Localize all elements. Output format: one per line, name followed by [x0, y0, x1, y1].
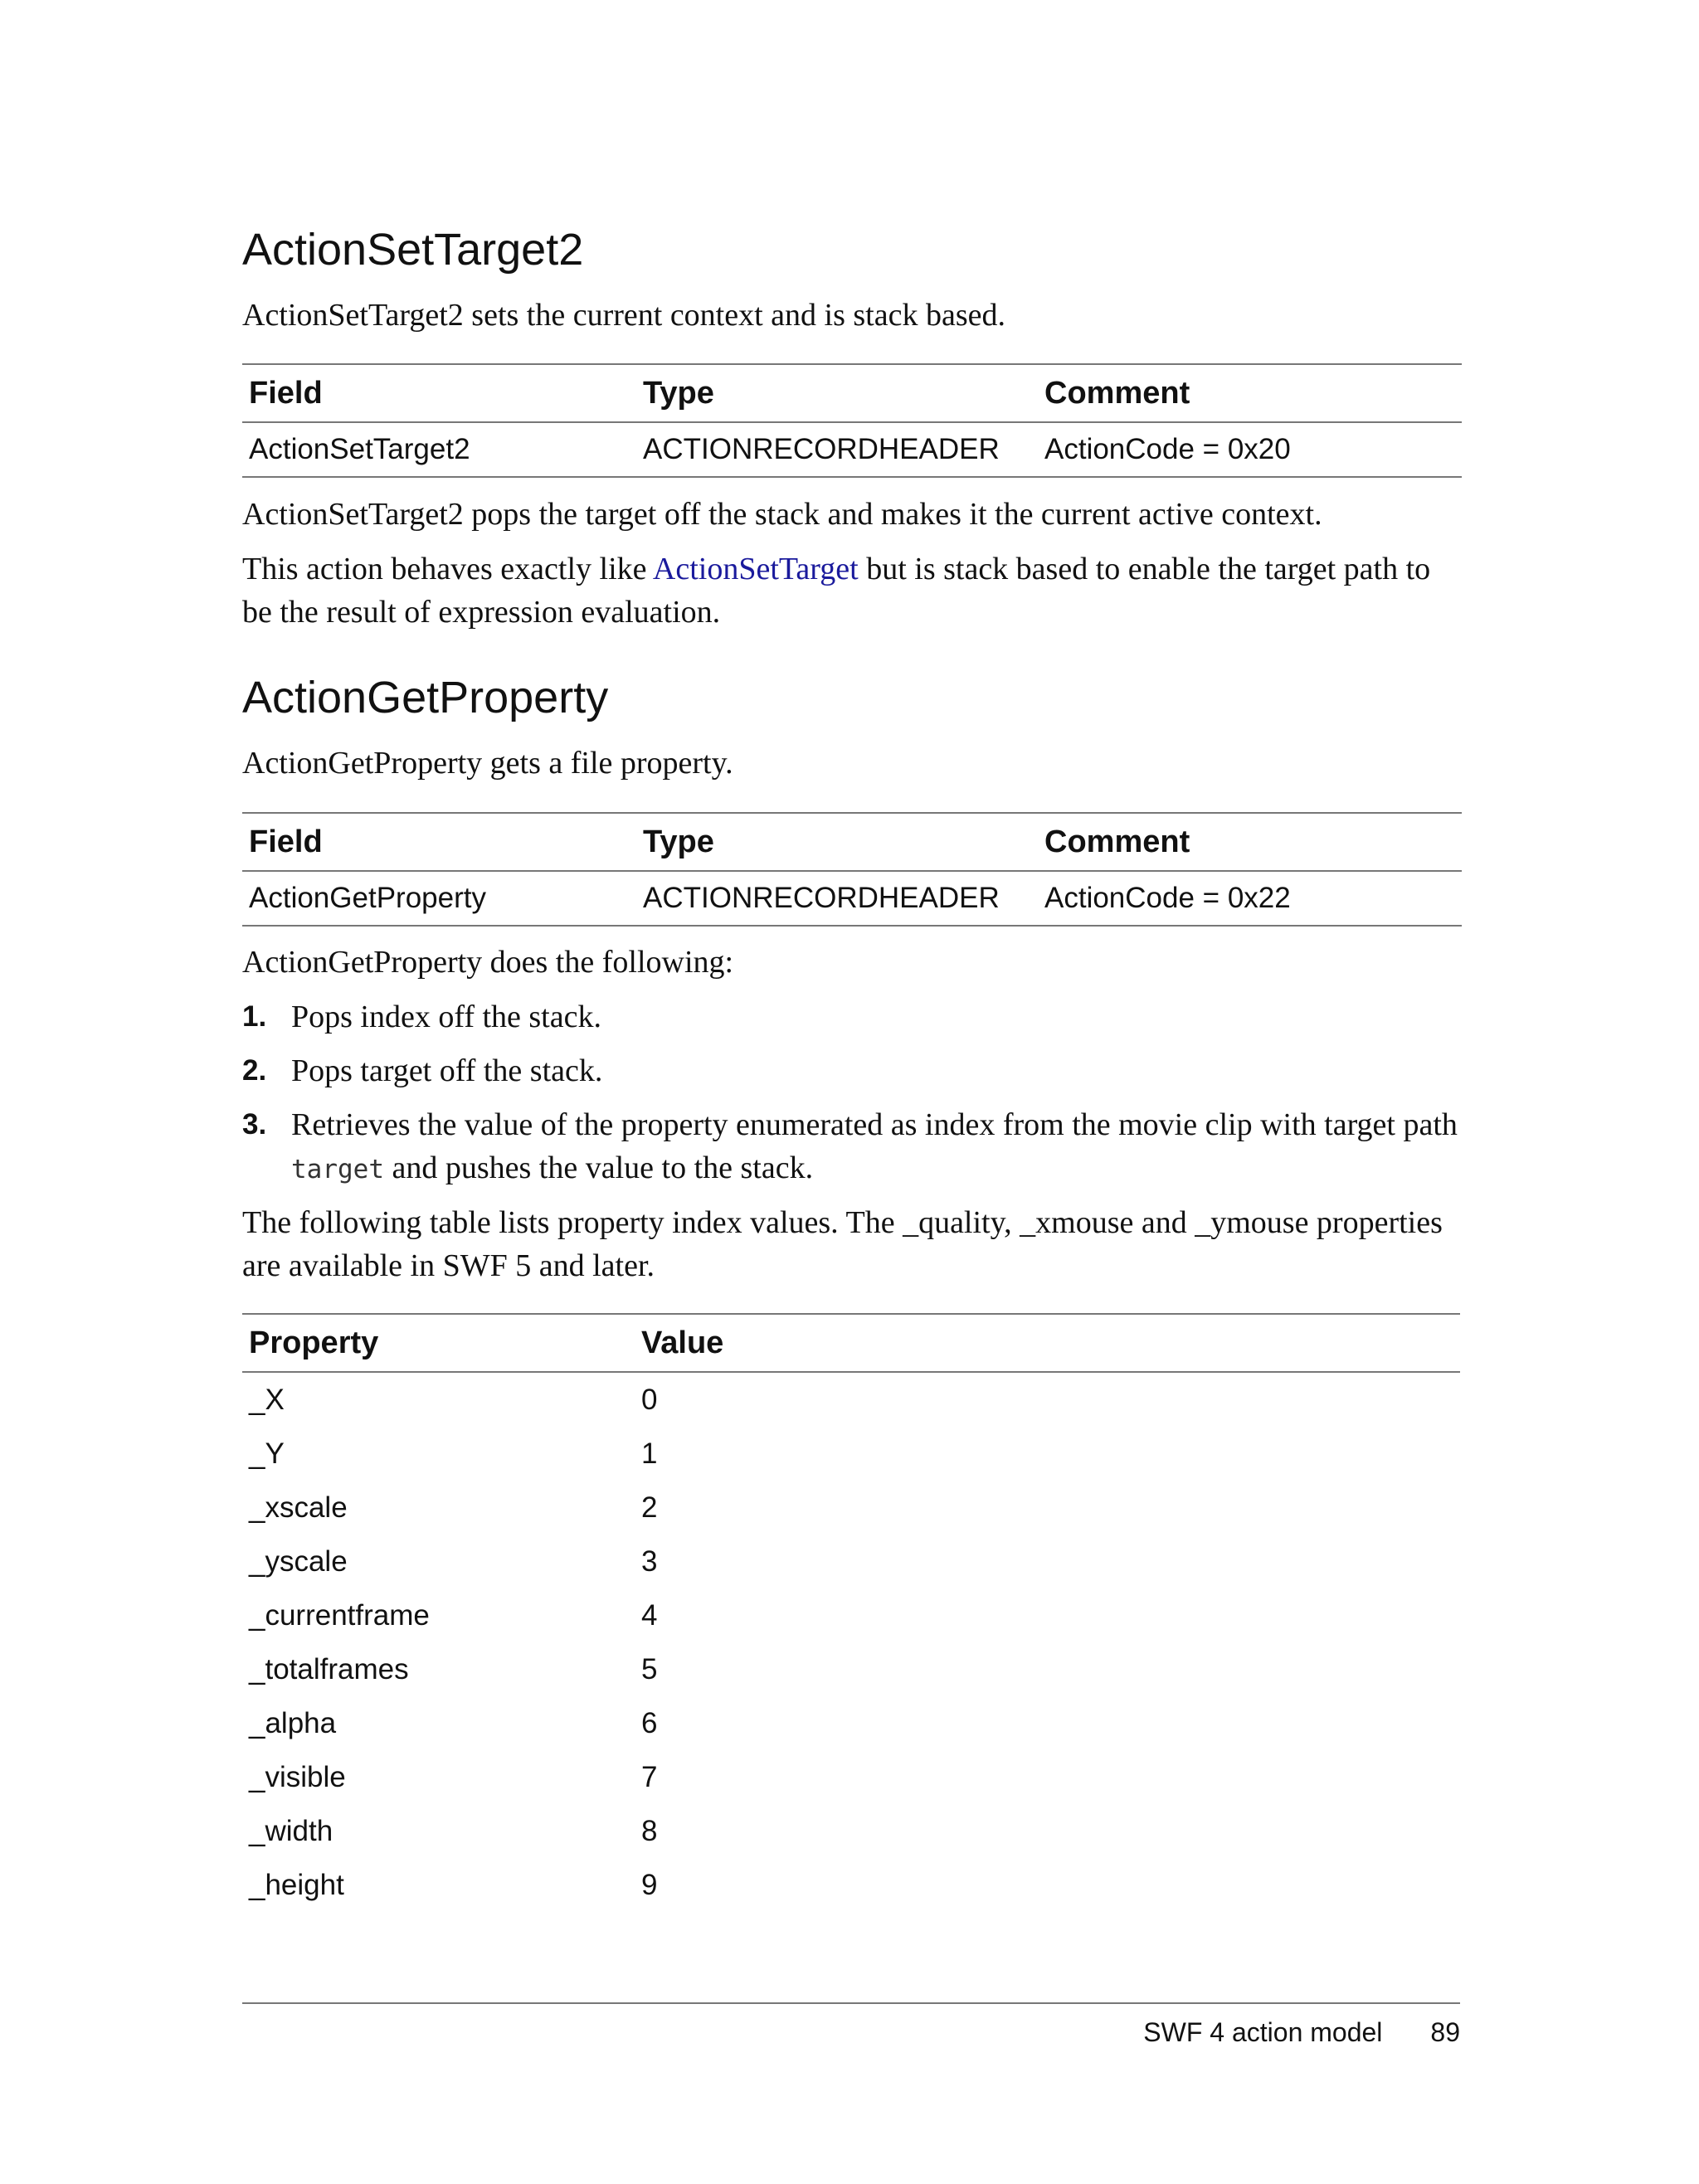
table-row — [242, 1696, 1460, 1750]
table-row — [242, 1588, 1460, 1642]
cell-value: 8 — [641, 1814, 658, 1847]
step-text: Retrieves the value of the property enumerated as index from the movie clip with target path — [291, 1107, 1458, 1142]
table-header-row — [242, 364, 1462, 422]
step-text: Pops target off the stack. — [291, 1053, 603, 1088]
paragraph: The following table lists property index values. The _quality, _xmouse and _ymouse properties are available in SWF 5 and later. — [242, 1205, 1443, 1283]
cell-property: _currentframe — [249, 1598, 430, 1632]
table-row — [242, 871, 1462, 926]
cell-value: 7 — [641, 1760, 658, 1793]
header-type: Type — [636, 813, 1038, 871]
step-text: and pushes the value to the stack. — [383, 1150, 814, 1185]
section-heading-actionsettarget2: ActionSetTarget2 — [242, 225, 584, 275]
cell-property: _xscale — [249, 1491, 348, 1524]
table-header-row — [242, 813, 1462, 871]
list-item — [242, 995, 1462, 1038]
header-value: Value — [635, 1314, 1460, 1372]
cell-value: 6 — [641, 1706, 658, 1739]
cell-value: 2 — [641, 1491, 658, 1524]
cell-type: ACTIONRECORDHEADER — [636, 422, 1038, 477]
footer-chapter-title: SWF 4 action model — [1143, 2017, 1383, 2047]
cell-field: ActionSetTarget2 — [242, 422, 636, 477]
section-intro: ActionGetProperty gets a file property. — [242, 746, 733, 781]
cell-comment: ActionCode = 0x20 — [1038, 422, 1462, 477]
paragraph-text: but is stack based to enable the target path to be the result of expression evaluation. — [242, 552, 1431, 630]
step-number: 1. — [242, 1000, 267, 1033]
cell-property: _X — [249, 1383, 285, 1416]
page-footer — [1143, 2017, 1460, 2048]
cell-property: _Y — [249, 1437, 285, 1470]
header-field: Field — [242, 364, 636, 422]
list-item — [242, 1049, 1462, 1092]
step-number: 3. — [242, 1108, 267, 1141]
step-text: Pops index off the stack. — [291, 1000, 601, 1034]
table-row — [242, 1535, 1460, 1588]
table-row — [242, 1642, 1460, 1696]
table-row — [242, 1804, 1460, 1858]
header-comment: Comment — [1038, 364, 1462, 422]
actionsettarget-link[interactable]: ActionSetTarget — [652, 552, 859, 586]
section-heading-actiongetproperty: ActionGetProperty — [242, 673, 609, 722]
table-row — [242, 1750, 1460, 1804]
section-intro: ActionSetTarget2 sets the current context and is stack based. — [242, 298, 1005, 333]
cell-type: ACTIONRECORDHEADER — [636, 871, 1038, 926]
cell-value: 9 — [641, 1868, 658, 1901]
cell-property: _alpha — [249, 1706, 337, 1739]
table-row — [242, 1372, 1460, 1427]
table-row — [242, 1858, 1460, 1912]
steps-intro: ActionGetProperty does the following: — [242, 945, 734, 980]
cell-property: _height — [249, 1868, 344, 1901]
cell-property: _width — [249, 1814, 333, 1847]
table-row — [242, 1481, 1460, 1535]
header-field: Field — [242, 813, 636, 871]
property-index-table — [242, 1313, 1460, 1912]
table-header-row — [242, 1314, 1460, 1372]
header-type: Type — [636, 364, 1038, 422]
header-comment: Comment — [1038, 813, 1462, 871]
header-property: Property — [242, 1314, 635, 1372]
step-number: 2. — [242, 1054, 267, 1087]
code-target: target — [291, 1155, 384, 1184]
field-table-actionsettarget2 — [242, 363, 1462, 478]
cell-field: ActionGetProperty — [242, 871, 636, 926]
paragraph: ActionSetTarget2 pops the target off the stack and makes it the current active context. — [242, 497, 1322, 532]
cell-property: _yscale — [249, 1544, 348, 1578]
cell-property: _visible — [249, 1760, 346, 1793]
page-number: 89 — [1430, 2017, 1460, 2047]
list-item — [242, 1103, 1462, 1191]
field-table-actiongetproperty — [242, 812, 1462, 927]
steps-list — [242, 995, 1462, 1202]
cell-value: 0 — [641, 1383, 658, 1416]
cell-value: 3 — [641, 1544, 658, 1578]
table-row — [242, 1427, 1460, 1481]
cell-value: 5 — [641, 1652, 658, 1685]
cell-value: 1 — [641, 1437, 658, 1470]
cell-value: 4 — [641, 1598, 658, 1632]
footer-divider — [242, 2002, 1460, 2004]
paragraph-text: This action behaves exactly like — [242, 552, 653, 586]
cell-property: _totalframes — [249, 1652, 409, 1685]
cell-comment: ActionCode = 0x22 — [1038, 871, 1462, 926]
paragraph — [242, 547, 1462, 634]
table-row — [242, 422, 1462, 477]
